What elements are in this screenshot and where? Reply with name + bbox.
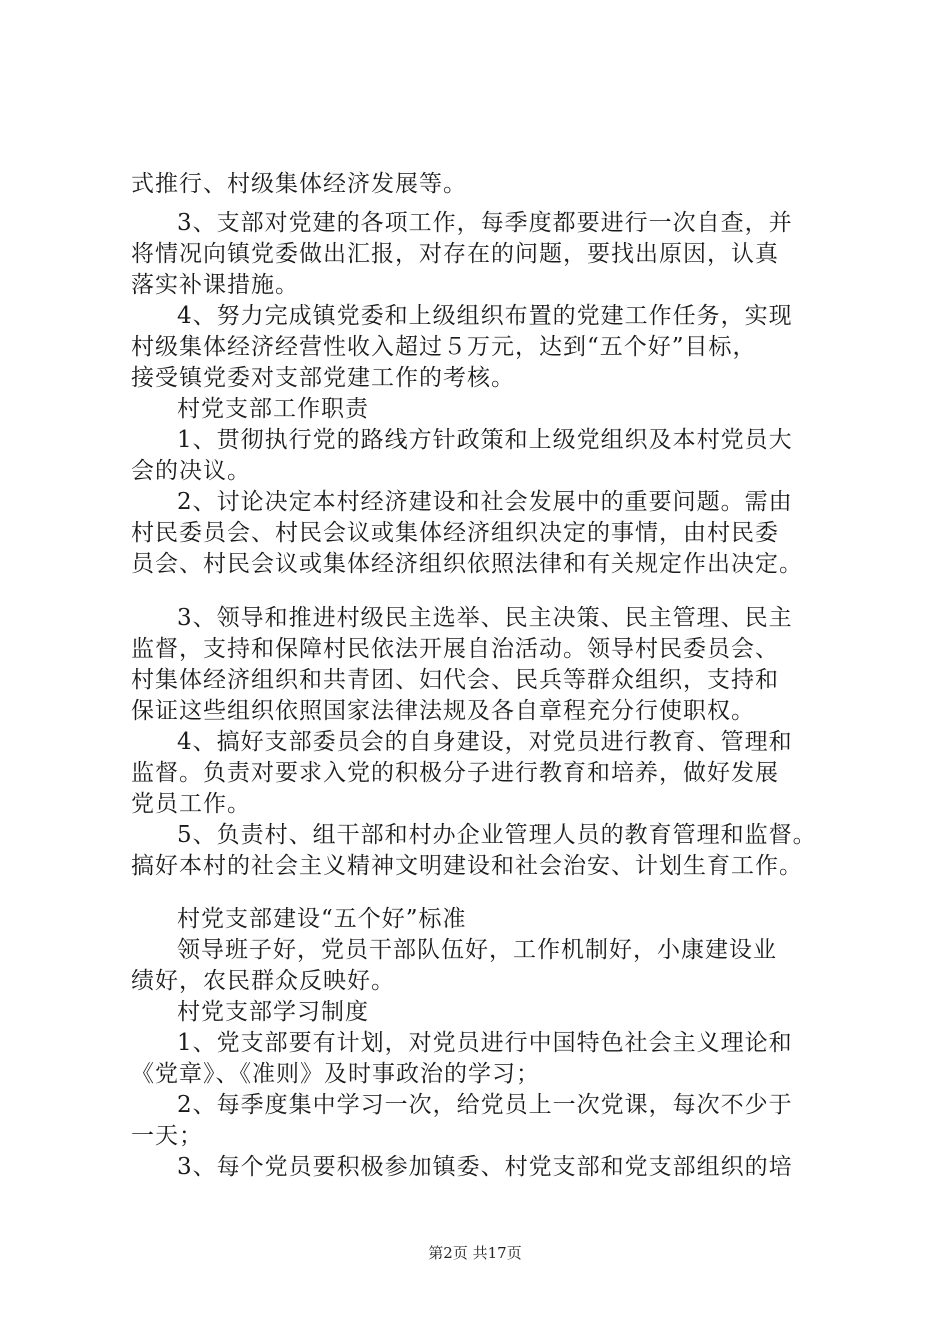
text-line: 《党章》、《准则》及时事政治的学习； xyxy=(131,1061,540,1087)
text-line: 接受镇党委对支部党建工作的考核。 xyxy=(131,365,515,391)
text-line: 村民委员会、村民会议或集体经济组织决定的事情，由村民委 xyxy=(131,520,779,546)
text-line: 3、领导和推进村级民主选举、民主决策、民主管理、民主 xyxy=(177,605,793,631)
text-line: 员会、村民会议或集体经济组织依照法律和有关规定作出决定。 xyxy=(131,551,803,577)
text-line: 监督。负责对要求入党的积极分子进行教育和培养，做好发展 xyxy=(131,760,779,786)
text-line: 一天； xyxy=(131,1123,203,1149)
text-line: 5、负责村、组干部和村办企业管理人员的教育管理和监督。 xyxy=(177,822,817,848)
text-line: 4、努力完成镇党委和上级组织布置的党建工作任务，实现 xyxy=(177,303,793,329)
section-heading: 村党支部工作职责 xyxy=(177,396,369,422)
text-line: 3、支部对党建的各项工作，每季度都要进行一次自查，并 xyxy=(177,210,793,236)
text-line: 领导班子好，党员干部队伍好，工作机制好，小康建设业 xyxy=(177,937,777,963)
section-heading: 村党支部建设“五个好”标准 xyxy=(177,906,467,932)
text-line: 监督，支持和保障村民依法开展自治活动。领导村民委员会、 xyxy=(131,636,779,662)
section-heading: 村党支部学习制度 xyxy=(177,999,369,1025)
text-line: 村级集体经济经营性收入超过５万元，达到“五个好”目标， xyxy=(131,334,757,360)
text-line: 1、贯彻执行党的路线方针政策和上级党组织及本村党员大 xyxy=(177,427,793,453)
text-line: 2、讨论决定本村经济建设和社会发展中的重要问题。需由 xyxy=(177,489,793,515)
text-line: 3、每个党员要积极参加镇委、村党支部和党支部组织的培 xyxy=(177,1154,793,1180)
text-line: 党员工作。 xyxy=(131,791,251,817)
text-line: 将情况向镇党委做出汇报，对存在的问题，要找出原因，认真 xyxy=(131,241,779,267)
text-line: 1、党支部要有计划，对党员进行中国特色社会主义理论和 xyxy=(177,1030,793,1056)
text-line: 2、每季度集中学习一次，给党员上一次党课，每次不少于 xyxy=(177,1092,793,1118)
text-line: 绩好，农民群众反映好。 xyxy=(131,968,395,994)
text-line: 保证这些组织依照国家法律法规及各自章程充分行使职权。 xyxy=(131,698,755,724)
text-line: 4、搞好支部委员会的自身建设，对党员进行教育、管理和 xyxy=(177,729,793,755)
text-line: 会的决议。 xyxy=(131,458,251,484)
text-line: 村集体经济组织和共青团、妇代会、民兵等群众组织，支持和 xyxy=(131,667,779,693)
page-number-footer: 第2页 共17页 xyxy=(428,1244,522,1262)
text-line: 式推行、村级集体经济发展等。 xyxy=(131,171,467,197)
text-line: 落实补课措施。 xyxy=(131,272,299,298)
text-line: 搞好本村的社会主义精神文明建设和社会治安、计划生育工作。 xyxy=(131,853,803,879)
